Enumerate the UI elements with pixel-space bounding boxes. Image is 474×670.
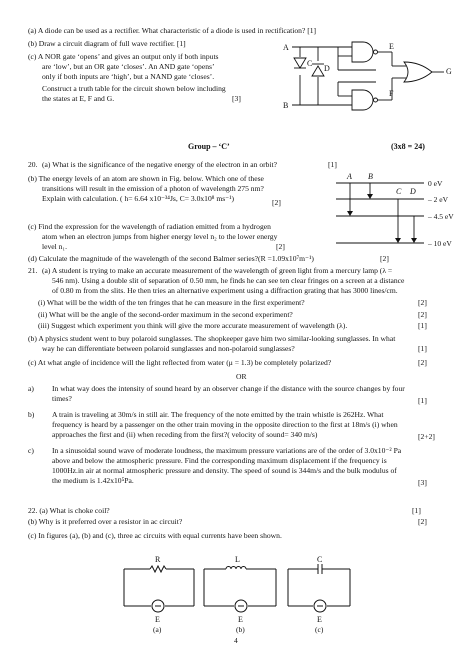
q21-or-b-line1: A train is traveling at 30m/s in still air. The frequency of the note emitted by the train whistle is 262Hz. What bbox=[52, 410, 384, 419]
q22b-text: (b) Why is it preferred over a resistor in ac circuit? bbox=[28, 517, 183, 526]
q21-or-c-line4: the medium is 1.42x10⁵Pa. bbox=[52, 476, 134, 485]
source-b-label: E bbox=[238, 615, 243, 624]
transition-d-label: D bbox=[410, 187, 416, 196]
q19c-line1: (c) A NOR gate ‘opens’ and gives an output only if both inputs bbox=[28, 52, 219, 61]
q21c-text: (c) At what angle of incidence will the light reflected from water (μ = 1.3) be completely polarized? bbox=[28, 358, 332, 367]
q21-or-b-marks: [2+2] bbox=[418, 432, 435, 441]
q21b-marks: [1] bbox=[418, 344, 427, 353]
q21-or-c-label: c) bbox=[28, 446, 34, 455]
transition-a-label: A bbox=[347, 172, 352, 181]
circuit-c bbox=[288, 564, 350, 612]
q20c-line2: atom when an electron jumps from higher energy level n₂ to the lower energy bbox=[42, 232, 278, 241]
q21a-line1: (a) A student is trying to make an accurate measurement of the wavelength of green light from a mercury lamp (λ = bbox=[42, 266, 393, 275]
q22c-text: (c) In figures (a), (b) and (c), three ac circuits with equal currents have been shown. bbox=[28, 531, 282, 540]
circuit-b bbox=[204, 567, 276, 613]
q19b-text: (b) Draw a circuit diagram of full wave rectifier. [1] bbox=[28, 39, 186, 48]
logic-label-b: B bbox=[283, 101, 289, 110]
q21a-ii: (ii) What will be the angle of the second-order maximum in the second experiment? bbox=[38, 310, 293, 319]
q19c-marks: [3] bbox=[232, 94, 241, 103]
q21a-line3: of 0.80 m from the slits. He then tries an alternative experiment using a diffraction grating that has 3000 lines/cm. bbox=[52, 286, 398, 295]
q20d-marks: [2] bbox=[380, 254, 389, 263]
q21-or-c-line2: above and below the atmospheric pressure. Find the corresponding maximum displacement if the frequency is bbox=[52, 456, 387, 465]
q21a-ii-marks: [2] bbox=[418, 310, 427, 319]
q20d-text: (d) Calculate the magnitude of the wavelength of the second Balmer series?(R =1.09x10⁷m⁻¹) bbox=[28, 254, 314, 263]
q21-or-a-line2: times? bbox=[52, 394, 72, 403]
q21a-i: (i) What will be the width of the ten fringes that he can measure in the first experiment? bbox=[38, 298, 305, 307]
caption-a: (a) bbox=[153, 625, 162, 634]
q21b-line1: (b) A physics student went to buy polaroid sunglasses. The shopkeeper gave him two similar-looking sunglasses. In what bbox=[28, 334, 396, 343]
q19c-line4: Construct a truth table for the circuit shown below including bbox=[42, 84, 226, 93]
level-2-label: – 2 eV bbox=[428, 195, 448, 204]
q20a-text: (a) What is the significance of the negative energy of the electron in an orbit? bbox=[42, 160, 278, 169]
logic-label-a: A bbox=[283, 43, 289, 52]
q19c-line2: are ‘low’, but an OR gate ‘closes’. An AND gate ‘opens’ bbox=[42, 62, 215, 71]
q21a-iii: (iii) Suggest which experiment you think will give the more accurate measurement of wavelength (λ). bbox=[38, 321, 348, 330]
inductor-label: L bbox=[235, 555, 240, 564]
level-4-5-label: – 4.5 eV bbox=[428, 212, 454, 221]
transition-c-label: C bbox=[396, 187, 402, 196]
source-c-label: E bbox=[317, 615, 322, 624]
q22a-text: 22. (a) What is choke coil? bbox=[28, 506, 110, 515]
q21a-i-marks: [2] bbox=[418, 298, 427, 307]
logic-label-f: F bbox=[389, 89, 394, 98]
level-10-label: – 10 eV bbox=[428, 239, 452, 248]
q20b-line1: (b) The energy levels of an atom are shown in Fig. below. Which one of these bbox=[28, 174, 264, 183]
or-divider: OR bbox=[236, 372, 247, 381]
q21-number: 21. bbox=[28, 266, 38, 275]
level-0-label: 0 eV bbox=[428, 179, 443, 188]
q22b-marks: [2] bbox=[418, 517, 427, 526]
q21-or-a-label: a) bbox=[28, 384, 34, 393]
q22a-marks: [1] bbox=[412, 506, 421, 515]
caption-c: (c) bbox=[315, 625, 324, 634]
resistor-label: R bbox=[155, 555, 161, 564]
q21-or-b-line3: approaches the first and (ii) when receding from the first?( velocity of sound= 340 m/s) bbox=[52, 430, 318, 439]
q19c-line3: only if both inputs are ‘high’, but a NAND gate ‘closes’. bbox=[42, 72, 215, 81]
q21-or-c-marks: [3] bbox=[418, 478, 427, 487]
q20-number: 20. bbox=[28, 160, 38, 169]
caption-b: (b) bbox=[236, 625, 245, 634]
logic-label-e: E bbox=[389, 42, 394, 51]
q21-or-c-line1: In a sinusoidal sound wave of moderate loudness, the maximum pressure variations are of the order of 3.0x10⁻² Pa bbox=[52, 446, 402, 455]
group-marks: (3x8 = 24) bbox=[391, 142, 425, 151]
logic-label-d: D bbox=[324, 64, 330, 73]
q20c-line3: level n₁. bbox=[42, 242, 67, 251]
q19a-text: (a) A diode can be used as a rectifier. What characteristic of a diode is used in rectification? [1] bbox=[28, 26, 317, 35]
circuit-a bbox=[124, 566, 194, 612]
q20c-marks: [2] bbox=[276, 242, 285, 251]
q21a-iii-marks: [1] bbox=[418, 321, 427, 330]
q21a-line2: 546 nm). Using a double slit of separation of 0.50 mm, he finds he can see ten clear fringes on a screen at a distance bbox=[52, 276, 405, 285]
q20b-line3: Explain with calculation. ( h= 6.64 x10⁻³⁴Js, C= 3.0x10⁸ ms⁻¹) bbox=[42, 194, 234, 203]
q20b-line2: transitions will result in the emission of a photon of wavelength 275 nm? bbox=[42, 184, 264, 193]
q21c-marks: [2] bbox=[418, 358, 427, 367]
q21-or-a-line1: In what way does the intensity of sound heard by an observer change if the distance with the source changes by four bbox=[52, 384, 405, 393]
logic-label-g: G bbox=[446, 67, 452, 76]
q21-or-a-marks: [1] bbox=[418, 396, 427, 405]
group-title: Group – ‘C’ bbox=[188, 142, 230, 151]
q19c-line5: the states at E, F and G. bbox=[42, 94, 115, 103]
transition-b-label: B bbox=[368, 172, 373, 181]
page-number: 4 bbox=[234, 636, 238, 645]
capacitor-label: C bbox=[317, 555, 323, 564]
q21b-line2: way he can differentiate between polaroid sunglasses and non-polaroid sunglasses? bbox=[42, 344, 295, 353]
q20c-line1: (c) Find the expression for the wavelength of radiation emitted from a hydrogen bbox=[28, 222, 271, 231]
q20b-marks: [2] bbox=[272, 198, 281, 207]
q21-or-c-line3: 1000Hz.in air at normal atmospheric pressure and density. The speed of sound is 344m/s and the bulk modulus of bbox=[52, 466, 397, 475]
q21-or-b-label: b) bbox=[28, 410, 35, 419]
logic-label-c: C bbox=[307, 59, 313, 68]
q21-or-b-line2: frequency is heard by a passenger on the other train moving in the opposite direction to the first at 18m/s (i) when bbox=[52, 420, 398, 429]
q20a-marks: [1] bbox=[328, 160, 337, 169]
source-a-label: E bbox=[155, 615, 160, 624]
